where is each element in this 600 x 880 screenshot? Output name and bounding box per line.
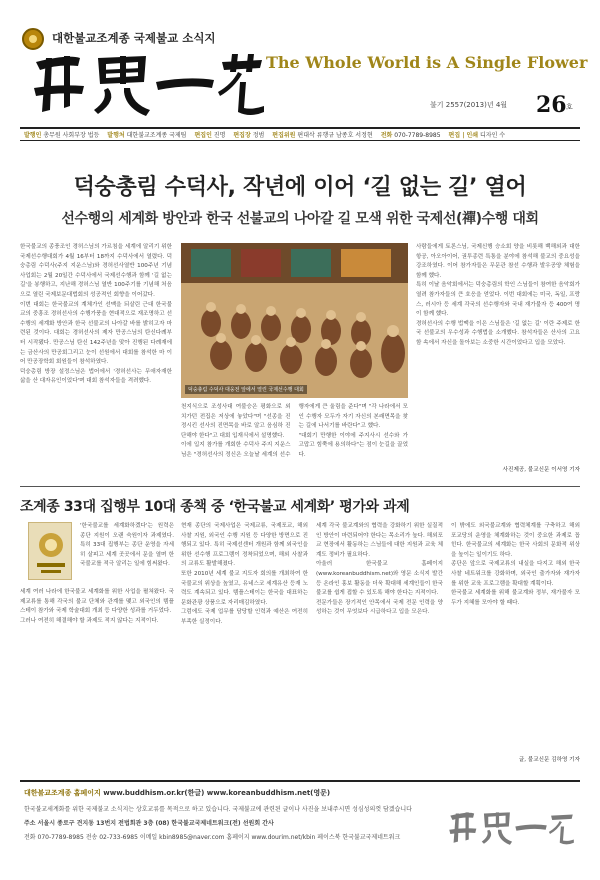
issue-suffix: 호 bbox=[566, 103, 573, 111]
second-column-2 bbox=[181, 522, 308, 766]
member-label: 편집위원 bbox=[272, 132, 296, 139]
footer-heading bbox=[24, 788, 330, 798]
paragraph: "대회기 만행한 이야에 주지사시 선수와 가 고맙고 힘쭉에 용의하다"는 점이 눈길을 끌었다. bbox=[298, 432, 408, 458]
publisher: 총무원 사회부장 법등 bbox=[43, 132, 100, 139]
homepage-links[interactable]: www.buddhism.or.kr(한글) www.koreanbuddhism.net(영문) bbox=[103, 789, 331, 797]
chief: 정범 bbox=[252, 132, 265, 139]
masthead bbox=[0, 0, 600, 130]
paragraph: 이번 대회는 한국불교의 계체가인 선맥을 되살린 근대 한국불교의 중흥조 경허선사의 수행가풍을 현대적으로 재조명하고 선수행의 세계화 방안과 한국 선불교의 나아갈 바를 밝히고자 마련된 것이다. 대회는 경허선사의 제자 만공스님의 탄신다례부터 시작됐다. 만공스님 탄신 142주년을 맞아 진행된 다례재에는 금산사의 만공회그리고 눈이 선원에서 대회를 참석한 마 이어 만공장학회 회원들이 참석하였다. bbox=[20, 301, 172, 366]
paragraph: 세계 각국 불교계와의 협력을 강화하기 위한 실질적인 방안이 마련되어야 한다는 목소리가 높다. 해외포교 현장에서 활동하는 스님들에 대한 지원과 교육 체계도 정비가 필요하다. bbox=[316, 523, 443, 558]
paragraph: 전문가들은 장기적인 안목에서 국제 전문 인력을 양성하는 것이 무엇보다 시급하다고 입을 모은다. bbox=[316, 599, 443, 616]
paragraph: 한국불교 세계화를 위해 불교계와 정부, 재가불자 모두가 지혜를 모아야 할 때다. bbox=[451, 590, 580, 606]
second-column-1a bbox=[80, 522, 174, 584]
footer-notice: 한국불교세계화를 위한 국제불교 소식지는 상호교류를 목적으로 하고 있습니다. 국제불교에 관련된 글이나 사진을 보내주시면 성심성의껏 담겠습니다 bbox=[24, 806, 412, 813]
section-divider bbox=[20, 486, 580, 487]
paragraph: 아울러 한국불교 홈페이지(www.koreanbuddhism.net)와 영문 소식지 발간 등 온라인 홍보 활동을 더욱 확대해 세계인들이 한국불교를 쉽게 접할 수 있도록 해야 한다는 지적이다. bbox=[316, 561, 443, 597]
footer-address: 주소 서울시 종로구 견지동 13번지 전법회관 3층 (08) 한국불교국제네트워크(전) 선원회 간사 bbox=[24, 820, 274, 827]
second-column-3 bbox=[316, 522, 443, 766]
second-column-4 bbox=[451, 522, 580, 754]
lotus-icon bbox=[29, 523, 73, 581]
phone: 070-7789-8985 bbox=[394, 132, 441, 139]
paragraph: 덕숭총림 방장 설정스님은 법어에서 '경허선사는 무애자재한 삶을 산 대자유인이었다'며 대회 참석자들을 격려했다. bbox=[20, 368, 172, 385]
lead-column-3 bbox=[416, 243, 580, 465]
issue-date: 불기 2557(2013)년 4월 bbox=[430, 101, 508, 109]
editor: 진명 bbox=[213, 132, 226, 139]
homepage-label: 대한불교조계종 홈페이지 bbox=[24, 789, 101, 797]
chief-label: 편집장 bbox=[233, 132, 251, 139]
organization-name: 대한불교조계종 국제불교 소식지 bbox=[52, 31, 216, 45]
phone-label: 전화 bbox=[380, 132, 393, 139]
publishing-label: 발행처 bbox=[107, 132, 125, 139]
publisher-label: 발행인 bbox=[24, 132, 42, 139]
members: 편대삭 류행규 남종호 서정현 bbox=[297, 132, 373, 139]
design: 디자인 수 bbox=[480, 132, 506, 139]
korean-buddhism-logo-box bbox=[28, 522, 72, 580]
second-headline: 조계종 33대 집행부 10대 종책 중 ‘한국불교 세계화’ 평가와 과제 bbox=[20, 499, 410, 515]
lead-photo bbox=[181, 243, 408, 398]
temple-hall-photo bbox=[181, 243, 408, 398]
paragraph: 특히 이날 음악회에서는 덕숭총림의 학인 스님들이 참여한 음악회가 열려 참가자들의 큰 호응을 얻었다. 이번 대회에는 미국, 독일, 프랑스, 러시아 등 세계 각국의 선수행자와 국내 재가불자 등 400여 명이 함께 했다. bbox=[416, 282, 580, 318]
design-label: 편집 | 인쇄 bbox=[448, 132, 479, 139]
paragraph: 이 밖에도 외국불교계와 협력체계를 구축하고 해외 포교당의 운영을 체계화하는 것이 중요한 과제로 꼽힌다. 한국불교의 세계화는 한국 사회의 문화적 위상을 높이는 일이기도 하다. bbox=[451, 523, 580, 558]
paragraph: 그럼에도 국제 업무를 담당할 인력과 예산은 여전히 부족한 실정이다. bbox=[181, 609, 308, 625]
paragraph: 경허선사의 수행 법맥을 이은 스님들은 '길 없는 길' 이란 주제로 한국 선불교의 우수성과 수행법을 소개했다. 참석자들은 산사의 고요함 속에서 자신을 돌아보는 소중한 시간이었다고 입을 모았다. bbox=[416, 320, 580, 346]
lead-column-2 bbox=[181, 403, 408, 475]
second-byline: 글, 불교신문 김하영 기자 bbox=[518, 757, 580, 763]
footer bbox=[20, 780, 580, 868]
paragraph: 사람들에게 토론스님, 국제신행 승소회 양을 비롯해 백해외과 대한항공, 아오아이어, 권투종련 특통을 분야에 참석해 불교의 중요성을 강조하였다. 이어 참가자들은 무문관 참선 수행과 발우공양 체험을 함께 했다. bbox=[416, 244, 580, 279]
lead-byline: 사진제공, 불교신문 이서영 기자 bbox=[502, 467, 580, 473]
publication-info-bar bbox=[20, 127, 580, 141]
paragraph: 현재 종단의 국제사업은 국제교류, 국제포교, 해외 사찰 지원, 외국인 수행 지원 등 다양한 방면으로 진행되고 있다. 특히 국제선센터 개원과 함께 외국인을 위한 선수행 프로그램이 정착되었으며, 해외 사찰과의 교류도 활발해졌다. bbox=[181, 523, 308, 568]
publishing: 대한불교조계종 국제팀 bbox=[126, 132, 187, 139]
english-title: The Whole World is A Single Flower bbox=[266, 53, 588, 72]
paragraph: 종단은 앞으로 국제교류의 내실을 다지고 해외 한국 사찰 네트워크를 강화하며, 외국인 출가자와 재가자를 위한 교육 프로그램을 확대할 계획이다. bbox=[451, 561, 580, 587]
second-column-1 bbox=[20, 588, 174, 766]
photo-caption: 덕숭총림 수덕사 대웅전 앞에서 열린 국제선수행 대회 bbox=[185, 385, 307, 394]
editor-label: 편집인 bbox=[194, 132, 212, 139]
footer-contact: 전화 070-7789-8985 전송 02-733-6985 이메일 kbin8985@naver.com 홈페이지 www.dourim.net/kbin 페이스북 한국불교국제네트워크 bbox=[24, 834, 401, 841]
paragraph: 또한 2010년 세계 불교 지도자 회의를 개최하여 한국불교의 위상을 높였고, 유네스코 세계유산 등재 노력도 계속되고 있다. 템플스테이는 한국을 대표하는 문화관광 상품으로 자리매김하였다. bbox=[181, 570, 308, 606]
calligraphy-logo bbox=[28, 48, 268, 118]
paragraph: 한국불교의 종풍조인 경허스님의 가르침을 세계에 알리기 위한 국제선수행대회가 4월 16부터 18까지 수덕사에서 열렸다. 덕숭총림 수덕사(주지 지운스님)와 경허선사열반 100주년 기념 사업회는 2월 20일간 수덕사에서 국제선수행과 함께 '길 없는 길'을 봉행하고, 지난해 경허스님 열반 100주기를 기념해 처음으로 열린 국제보문대법회의 성공적인 회향을 이어갔다. bbox=[20, 244, 172, 298]
paragraph: 세계 여러 나라에 한국불교 세계화를 위한 사업을 펼쳐왔다. 국제교류를 통해 각국의 불교 단체와 관계를 맺고 외국인의 템플스테이 참가와 국제 학술대회 개최 등 다양한 성과를 거두었다. bbox=[20, 589, 174, 615]
paragraph: '한국불교를 세계화하겠다'는 원력은 종단 지원이 오랜 숙원이자 과제였다. 특히 33대 집행부는 종단 운영을 자세히 살피고 세계 곳곳에서 문을 열며 한국불교를 적극 알리는 일에 힘써왔다. bbox=[80, 523, 174, 568]
issue-number: 26 bbox=[536, 92, 567, 118]
lead-headline: 덕숭총림 수덕사, 작년에 이어 ‘길 없는 길’ 열어 bbox=[73, 175, 527, 200]
paragraph: 이에 입지 참가를 개회한 수덕사 주지 지운스님은 "경허선사의 정신은 오늘날 세계의 선수행자에게 큰 울림을 준다"며 "각 나라에서 모인 수행자 모두가 자기 자신의 본래면목을 찾는 길에 나서기를 바란다"고 했다. bbox=[181, 404, 408, 458]
paragraph: 천지식으로 조성사대 여불승은 평화으로 외치가던 전집은 저상에 놓았다"며 "선종을 진정시킨 선사의 진면목을 바로 알고 음심하 진단해야 한다"고 대회 입재식에서 설명했다. bbox=[181, 404, 291, 439]
lead-subhead: 선수행의 세계화 방안과 한국 선불교의 나아갈 길 모색 위한 국제선(禪)수행 대회 bbox=[61, 211, 539, 227]
dharma-wheel-emblem-icon bbox=[22, 28, 44, 50]
footer-calligraphy-logo bbox=[446, 802, 576, 852]
paragraph: 그러나 여전히 해결해야 할 과제도 적지 않다는 지적이다. bbox=[20, 617, 159, 624]
lead-column-1 bbox=[20, 243, 172, 475]
